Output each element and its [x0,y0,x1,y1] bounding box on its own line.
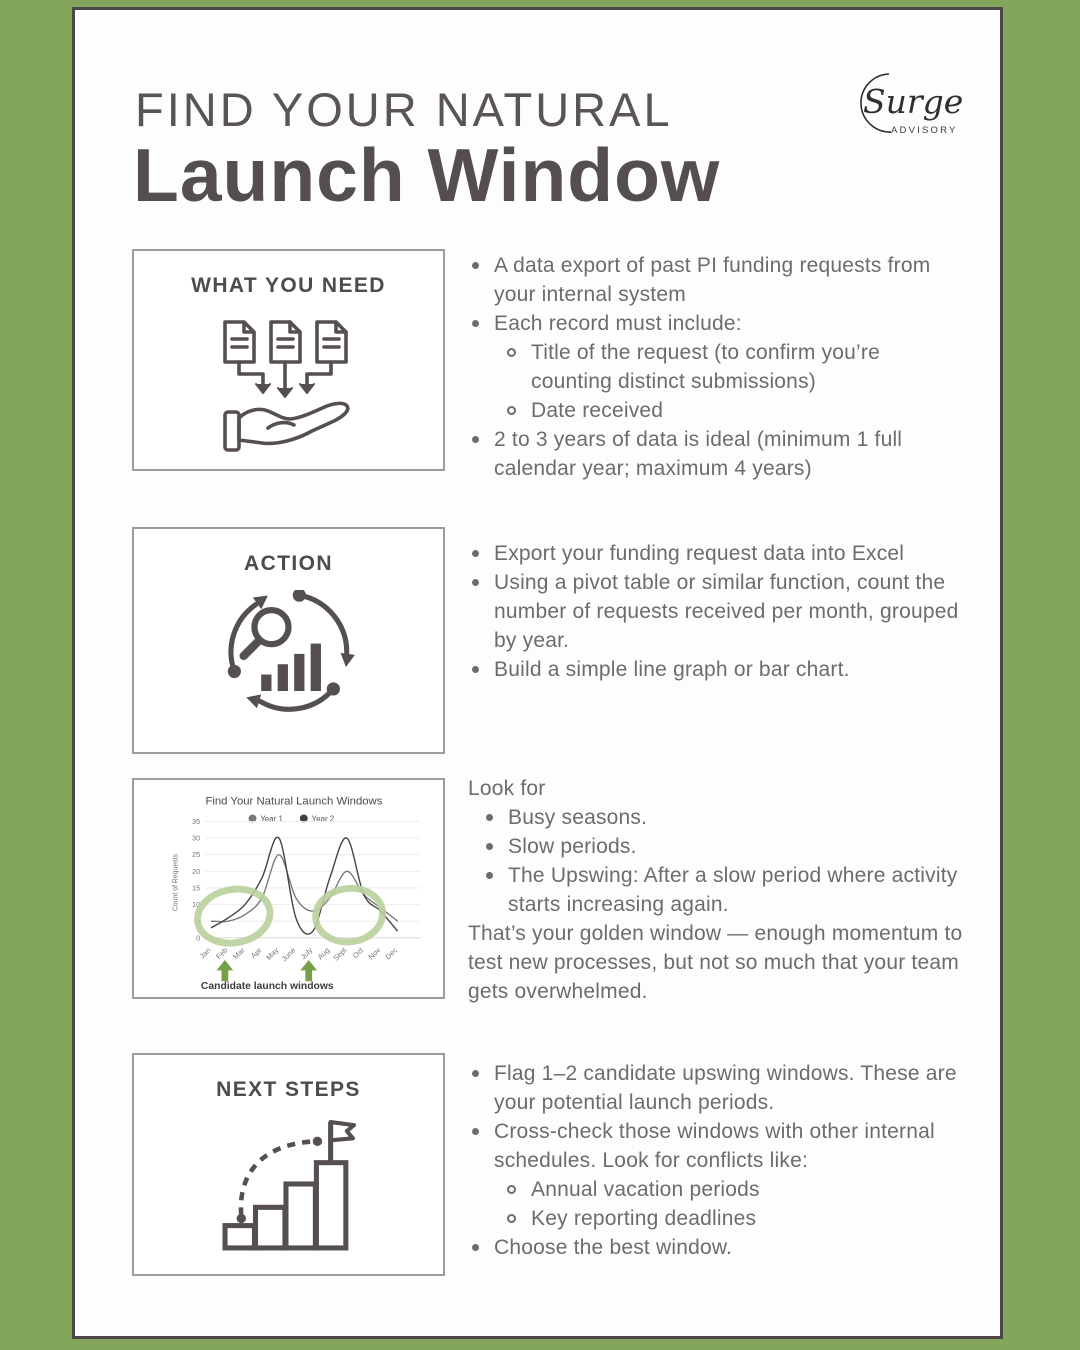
svg-text:May: May [264,945,281,962]
svg-text:Jan: Jan [197,945,213,961]
page-title: Launch Window [133,133,721,217]
circle-bullet-icon [505,396,531,425]
bullet-icon [468,1059,494,1117]
green-up-arrow-icon [300,960,317,981]
svg-text:Feb: Feb [214,945,230,962]
bullet-icon [468,655,494,684]
panel-title: NEXT STEPS [216,1078,361,1101]
svg-text:June: June [279,945,298,964]
svg-text:July: July [298,945,315,962]
surge-advisory-logo [847,66,967,150]
documents-into-hand-icon [223,320,355,454]
svg-text:5: 5 [196,916,201,926]
list-subitem: Date received [468,396,965,425]
page-title-eyebrow: FIND YOUR NATURAL [135,83,673,136]
list-item: Each record must include: [468,309,965,338]
svg-text:Dec: Dec [383,945,400,962]
svg-text:25: 25 [192,850,201,860]
svg-text:30: 30 [192,833,201,843]
bullet-icon [468,425,494,483]
svg-text:Mar: Mar [231,945,247,962]
list-item: 2 to 3 years of data is ideal (minimum 1 full calendar year; maximum 4 years) [468,425,965,483]
launch-window-circle-annotation [193,884,274,949]
list-item: Cross-check those windows with other internal schedules. Look for conflicts like: [468,1117,965,1175]
svg-text:Sept: Sept [331,945,349,963]
list-subitem: Annual vacation periods [468,1175,965,1204]
list-item: Choose the best window. [468,1233,965,1262]
circle-bullet-icon [505,1204,531,1233]
cycle-arc [230,604,255,671]
cycle-dot [227,665,240,678]
circle-bullet-icon [505,1175,531,1204]
logo-subtitle: ADVISORY [891,125,958,136]
document-icon [225,322,254,362]
stair-bar [255,1207,284,1248]
panel-title: ACTION [244,552,333,575]
panel-what-you-need [132,249,445,471]
panel-action [132,527,445,754]
svg-text:Oct: Oct [350,945,366,961]
svg-text:20: 20 [192,866,201,876]
list-item: Slow periods. [482,832,965,861]
list-item: Busy seasons. [482,803,965,832]
list-item: Using a pivot table or similar function, count the number of requests received per month, grouped by year. [468,568,965,655]
svg-text:Nov: Nov [366,945,383,962]
bullet-icon [482,861,508,919]
panel-next-steps [132,1053,445,1276]
list-item: Build a simple line graph or bar chart. [468,655,965,684]
list-subitem: Title of the request (to confirm you’re counting distinct submissions) [468,338,965,396]
bullet-icon [468,251,494,309]
bar-chart-icon [261,644,321,691]
analysis-cycle-icon [222,590,356,724]
legend-label-year2: Year 2 [311,814,335,824]
stair-bar [316,1163,345,1248]
document-icon [317,322,346,362]
chart-title: Find Your Natural Launch Windows [205,795,383,808]
stairs-flag-icon [222,1118,356,1252]
panel-title: WHAT YOU NEED [191,274,386,297]
document-icon [271,322,300,362]
open-hand-icon [225,403,348,450]
green-up-arrow-icon [216,960,233,981]
cycle-dot [326,682,339,695]
path-end-dot [312,1137,321,1146]
line-chart-figure [134,780,443,997]
legend-label-year1: Year 1 [260,814,283,824]
svg-text:Aug: Aug [315,945,332,962]
logo-wordmark: Surge [863,82,964,121]
poster-card [72,7,1003,1339]
bullet-icon [468,1233,494,1262]
bullet-icon [468,568,494,655]
circle-bullet-icon [505,338,531,396]
cycle-arc [260,689,333,709]
y-axis-label: Count of Requests [172,854,180,912]
path-start-dot [236,1214,245,1223]
svg-text:10: 10 [192,900,201,910]
what-you-need-list [468,251,965,483]
list-item: A data export of past PI funding requests from your internal system [468,251,965,309]
svg-text:35: 35 [192,816,201,826]
svg-text:0: 0 [196,933,201,943]
chart-annotation-label: Candidate launch windows [200,981,334,993]
bullet-icon [482,803,508,832]
magnifier-icon [243,610,288,656]
flag-icon [330,1122,353,1140]
cycle-arc [299,595,346,653]
panel-chart [132,778,445,999]
arrow-down-icon [239,362,331,397]
launch-window-circle-annotation [312,884,386,946]
svg-text:15: 15 [192,883,201,893]
action-list [468,539,965,684]
list-item: Export your funding request data into Excel [468,539,965,568]
bullet-icon [482,832,508,861]
svg-text:Apr: Apr [248,945,264,961]
bullet-icon [468,309,494,338]
list-subitem: Key reporting deadlines [468,1204,965,1233]
stair-bar [285,1184,314,1248]
bullet-icon [468,539,494,568]
bullet-icon [468,1117,494,1175]
cycle-dot [292,590,305,602]
golden-window-note: That’s your golden window — enough momentum to test new processes, but not so much that your team gets overwhelmed. [468,922,963,1003]
list-item: Flag 1–2 candidate upswing windows. These are your potential launch periods. [468,1059,965,1117]
list-item: The Upswing: After a slow period where activity starts increasing again. [482,861,965,919]
interpretation-text [468,774,965,1006]
dashed-path-arrow [240,1141,314,1215]
look-for-intro: Look for [468,777,546,800]
next-steps-list [468,1059,965,1262]
stair-bar [225,1226,254,1248]
